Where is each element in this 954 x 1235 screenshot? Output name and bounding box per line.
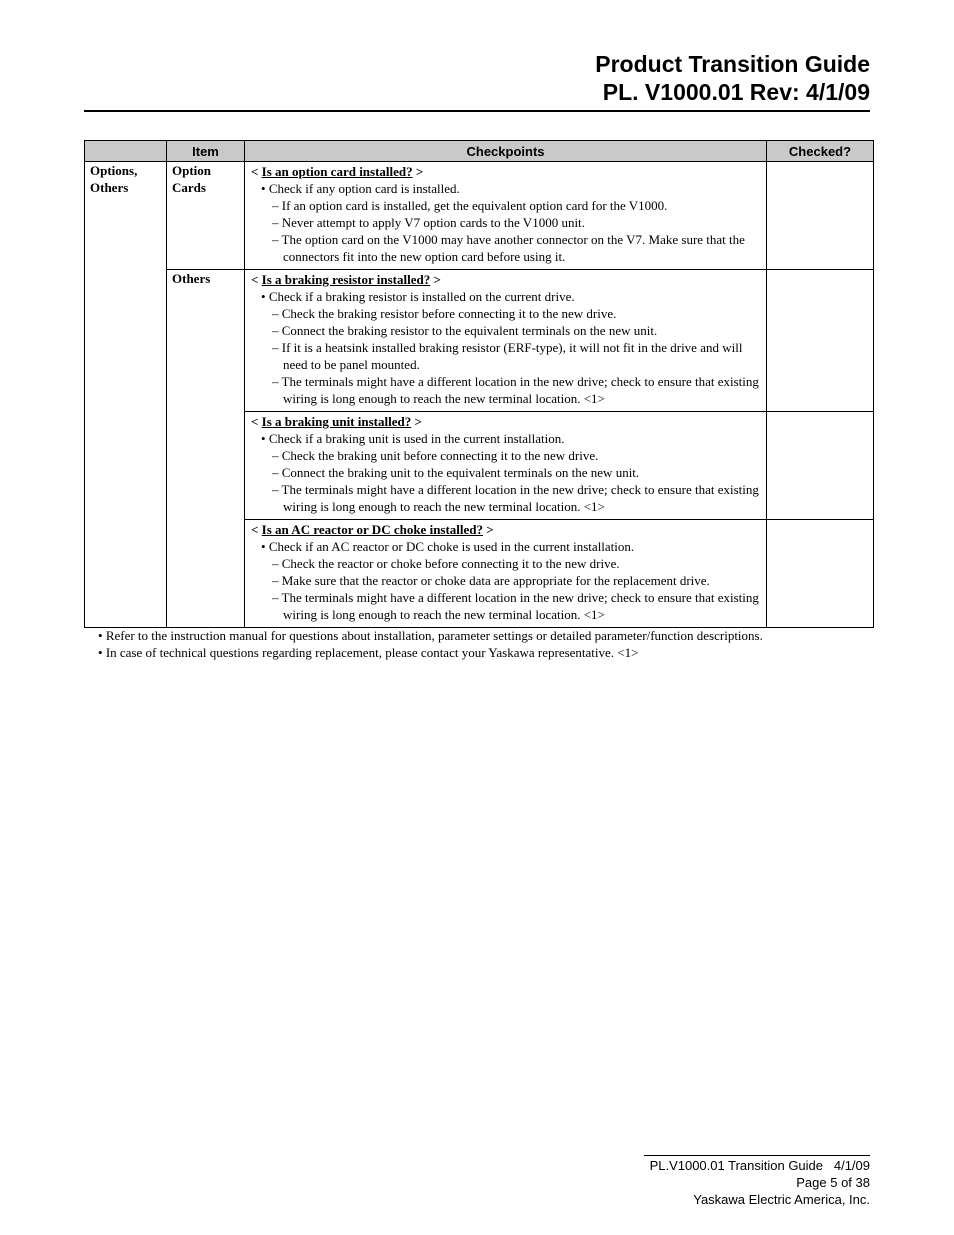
page-header xyxy=(595,50,870,106)
checked-box[interactable] xyxy=(767,520,874,628)
item-cell-option-cards xyxy=(167,162,245,270)
page-footer xyxy=(644,1155,870,1208)
checked-box[interactable] xyxy=(767,162,874,270)
page-title: Product Transition Guide xyxy=(595,51,870,77)
group-cell xyxy=(85,162,167,628)
notes-list xyxy=(98,627,878,661)
checkpoint-subitem: – Make sure that the reactor or choke data are appropriate for the replacement drive. xyxy=(272,573,710,588)
checked-box[interactable] xyxy=(767,412,874,520)
checkpoint-subitem: – Check the braking resistor before connecting it to the new drive. xyxy=(272,306,617,321)
column-header-item: Item xyxy=(167,141,245,162)
checklist-table xyxy=(84,140,874,628)
group-label: Others xyxy=(90,180,129,195)
footer-company: Yaskawa Electric America, Inc. xyxy=(693,1192,870,1207)
checkpoint-subitem: – Connect the braking resistor to the equivalent terminals on the new unit. xyxy=(272,323,658,338)
table-header-row xyxy=(85,141,874,162)
checkpoint-subitem: – The terminals might have a different location in the new drive; check to ensure that existing wiring is long enough to reach the new terminal location. <1> xyxy=(272,374,759,406)
checkpoint-bullet: • Check if a braking unit is used in the current installation. xyxy=(261,431,565,446)
checkpoint-subitem: – If it is a heatsink installed braking resistor (ERF-type), it will not fit in the drive and will need to be panel mounted. xyxy=(272,340,743,372)
item-label: Others xyxy=(172,271,211,286)
column-header-group xyxy=(85,141,167,162)
checkpoint-subitem: – Check the braking unit before connecting it to the new drive. xyxy=(272,448,599,463)
checkpoint-subitem: – If an option card is installed, get the equivalent option card for the V1000. xyxy=(272,198,668,213)
table-row xyxy=(85,162,874,270)
item-label: Option xyxy=(172,163,212,178)
checkpoint-bullet: • Check if any option card is installed. xyxy=(261,181,460,196)
checkpoint-subitem: – The option card on the V1000 may have another connector on the V7. Make sure that the connectors fit into the new option card before using it. xyxy=(272,232,745,264)
checkpoint-subitem: – Connect the braking unit to the equivalent terminals on the new unit. xyxy=(272,465,640,480)
checkpoint-subitem: – Never attempt to apply V7 option cards to the V1000 unit. xyxy=(272,215,585,230)
checkpoint-subitem: – The terminals might have a different location in the new drive; check to ensure that existing wiring is long enough to reach the new terminal location. <1> xyxy=(272,590,759,622)
table-row xyxy=(85,270,874,412)
item-cell-others xyxy=(167,270,245,628)
footer-page-number: Page 5 of 38 xyxy=(796,1175,870,1190)
checkpoint-cell xyxy=(245,412,767,520)
checkpoint-cell xyxy=(245,162,767,270)
checkpoint-cell xyxy=(245,270,767,412)
checkpoint-subitem: – Check the reactor or choke before connecting it to the new drive. xyxy=(272,556,620,571)
header-divider xyxy=(84,110,870,112)
checkpoint-question: < Is an option card installed? > xyxy=(251,164,424,179)
item-label: Cards xyxy=(172,180,206,195)
footer-doc-ref: PL.V1000.01 Transition Guide 4/1/09 xyxy=(649,1158,870,1173)
checkpoint-question: < Is a braking resistor installed? > xyxy=(251,272,441,287)
checked-box[interactable] xyxy=(767,270,874,412)
column-header-checked: Checked? xyxy=(767,141,874,162)
checkpoint-subitem: – The terminals might have a different location in the new drive; check to ensure that existing wiring is long enough to reach the new terminal location. <1> xyxy=(272,482,759,514)
checkpoint-bullet: • Check if an AC reactor or DC choke is used in the current installation. xyxy=(261,539,635,554)
column-header-checkpoints: Checkpoints xyxy=(245,141,767,162)
group-label: Options, xyxy=(90,163,138,178)
page-subtitle: PL. V1000.01 Rev: 4/1/09 xyxy=(602,79,870,105)
checkpoint-question: < Is an AC reactor or DC choke installed? > xyxy=(251,522,494,537)
checkpoint-question: < Is a braking unit installed? > xyxy=(251,414,422,429)
note-item: • In case of technical questions regarding replacement, please contact your Yaskawa representative. <1> xyxy=(98,645,639,660)
checkpoint-cell xyxy=(245,520,767,628)
note-item: • Refer to the instruction manual for questions about installation, parameter settings or detailed parameter/function descriptions. xyxy=(98,628,763,643)
checkpoint-bullet: • Check if a braking resistor is installed on the current drive. xyxy=(261,289,575,304)
